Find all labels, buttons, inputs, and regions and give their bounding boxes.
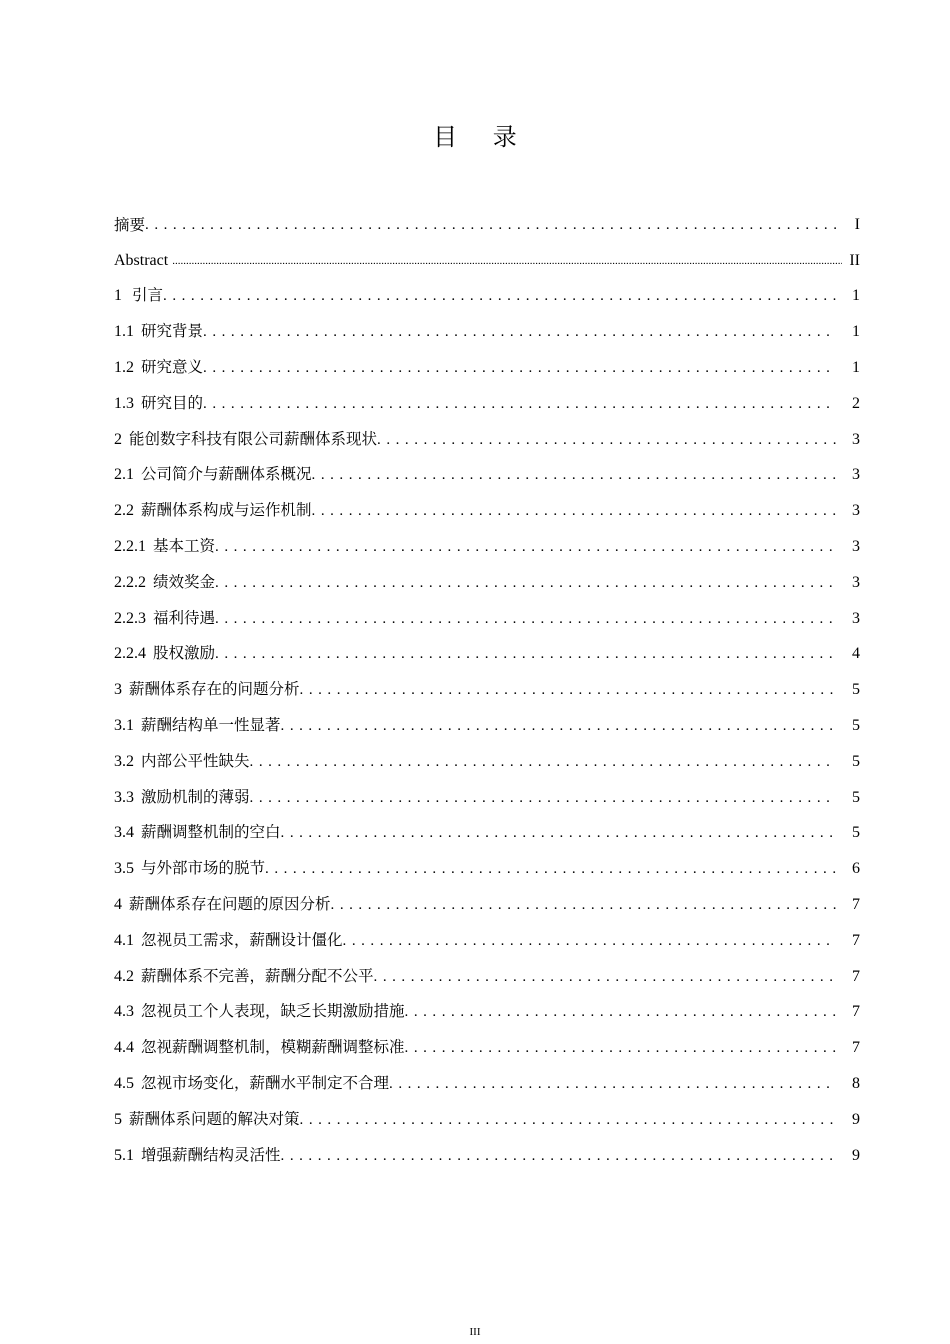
toc-dot-leader: [250, 780, 836, 816]
toc-dot-leader: [145, 207, 842, 243]
toc-dot-leader: [250, 744, 836, 780]
toc-page-number: 9: [852, 1110, 860, 1128]
toc-dot-leader: [163, 278, 836, 314]
toc-entry-label: 2.2.2 绩效奖金: [114, 572, 216, 591]
toc-dot-leader: [389, 1066, 836, 1102]
toc-entry[interactable]: [114, 744, 860, 780]
toc-entry[interactable]: [114, 995, 860, 1031]
toc-entry-label: 1 引言: [114, 286, 164, 305]
toc-page-number: 3: [852, 466, 860, 484]
toc-dot-leader: [215, 601, 836, 637]
page-title: 目 录: [433, 123, 531, 151]
toc-entry-number: 4.1: [114, 931, 134, 949]
toc-dot-leader: [312, 493, 836, 529]
toc-entry-label: 2.2.3 福利待遇: [114, 608, 216, 627]
toc-entry-label: 4.5 忽视市场变化，薪酬水平制定不合理: [114, 1073, 390, 1092]
toc-page-number: 5: [852, 752, 860, 770]
toc-page-number: 3: [852, 573, 860, 591]
toc-entry[interactable]: [114, 780, 860, 816]
toc-entry[interactable]: [114, 1102, 860, 1138]
toc-dot-leader: [172, 243, 842, 279]
toc-entry[interactable]: [114, 279, 860, 315]
toc-entry[interactable]: [114, 1138, 860, 1174]
toc-entry-number: 1.3: [114, 394, 134, 412]
toc-entry-number: 4: [114, 895, 122, 913]
toc-entry-label: 4 薪酬体系存在问题的原因分析: [114, 894, 331, 913]
toc-entry[interactable]: [114, 637, 860, 673]
toc-dot-leader: [300, 672, 836, 708]
footer-page-number: III: [469, 1326, 481, 1338]
toc-entry[interactable]: [114, 350, 860, 386]
toc-entry[interactable]: [114, 708, 860, 744]
toc-entry-label: 3.4 薪酬调整机制的空白: [114, 823, 281, 842]
toc-dot-leader: [312, 457, 836, 493]
toc-entry-label: 5.1 增强薪酬结构灵活性: [114, 1145, 281, 1164]
toc-dot-leader: [343, 923, 836, 959]
toc-page-number: 5: [852, 788, 860, 806]
toc-dot-leader: [203, 314, 836, 350]
toc-entry-number: 4.2: [114, 967, 134, 985]
toc-entry-label: Abstract: [114, 251, 173, 269]
toc-entry-label: 4.3 忽视员工个人表现，缺乏长期激励措施: [114, 1002, 405, 1021]
toc-entry-label: 3.2 内部公平性缺失: [114, 751, 250, 770]
toc-dot-leader: [281, 1138, 836, 1174]
toc-page-number: 7: [852, 895, 860, 913]
toc-page-number: 3: [852, 537, 860, 555]
toc-entry-number: 4.4: [114, 1039, 134, 1057]
toc-entry-number: 3.3: [114, 788, 134, 806]
toc-entry-number: 5: [114, 1110, 122, 1128]
toc-entry[interactable]: [114, 422, 860, 458]
toc-entry[interactable]: [114, 851, 860, 887]
toc-entry[interactable]: [114, 1066, 860, 1102]
toc-page-number: 7: [852, 1039, 860, 1057]
toc-entry-label: 2.1 公司简介与薪酬体系概况: [114, 465, 312, 484]
toc-page-number: 7: [852, 1003, 860, 1021]
toc-entry-number: 3.1: [114, 716, 134, 734]
toc-entry[interactable]: [114, 458, 860, 494]
toc-entry-number: 2.1: [114, 466, 134, 484]
toc-page-number: 9: [852, 1146, 860, 1164]
toc-entry-label: 3.3 激励机制的薄弱: [114, 787, 250, 806]
toc-page-number: 1: [852, 323, 860, 341]
toc-dot-leader: [405, 1030, 836, 1066]
toc-page-number: 2: [852, 394, 860, 412]
toc-entry-label: 2.2 薪酬体系构成与运作机制: [114, 501, 312, 520]
toc-entry[interactable]: [114, 314, 860, 350]
toc-entry[interactable]: [114, 816, 860, 852]
toc-entry-number: 1.1: [114, 323, 134, 341]
toc-entry[interactable]: [114, 887, 860, 923]
toc-entry-label: 4.4 忽视薪酬调整机制，模糊薪酬调整标准: [114, 1038, 405, 1057]
toc-entry[interactable]: [114, 386, 860, 422]
toc-dot-leader: [215, 529, 836, 565]
toc-entry-number: 2: [114, 430, 122, 448]
toc-entry-number: 3: [114, 681, 122, 699]
table-of-contents: [114, 207, 860, 1174]
toc-entry[interactable]: [114, 959, 860, 995]
toc-dot-leader: [405, 994, 836, 1030]
toc-entry-label: 摘要: [114, 215, 146, 234]
toc-page-number: 1: [852, 287, 860, 305]
toc-dot-leader: [377, 422, 836, 458]
toc-page-number: I: [854, 215, 860, 233]
toc-page-number: 5: [852, 681, 860, 699]
toc-page-number: II: [849, 251, 860, 269]
toc-entry-number: 4.5: [114, 1074, 134, 1092]
toc-dot-leader: [300, 1102, 836, 1138]
toc-entry-abstract-cn[interactable]: [114, 207, 860, 243]
toc-dot-leader: [265, 851, 836, 887]
toc-entry-label: 3.1 薪酬结构单一性显著: [114, 715, 281, 734]
toc-entry-number: 5.1: [114, 1146, 134, 1164]
toc-dot-leader: [281, 708, 836, 744]
toc-page-number: 4: [852, 645, 860, 663]
toc-page-number: 3: [852, 609, 860, 627]
toc-dot-leader: [203, 350, 836, 386]
toc-entry-label: 5 薪酬体系问题的解决对策: [114, 1109, 300, 1128]
toc-dot-leader: [215, 565, 836, 601]
toc-entry-label: 1.3 研究目的: [114, 393, 204, 412]
toc-entry-label: 1.2 研究意义: [114, 357, 204, 376]
toc-entry-number: 1.2: [114, 358, 134, 376]
toc-entry[interactable]: [114, 493, 860, 529]
toc-entry-label: 2.2.1 基本工资: [114, 536, 216, 555]
toc-entry-number: 2.2.3: [114, 609, 146, 627]
toc-page-number: 5: [852, 716, 860, 734]
toc-entry-number: 4.3: [114, 1003, 134, 1021]
toc-entry[interactable]: [114, 529, 860, 565]
toc-entry[interactable]: [114, 923, 860, 959]
toc-entry-number: 2.2.2: [114, 573, 146, 591]
toc-entry[interactable]: [114, 1030, 860, 1066]
toc-entry-label: 4.1 忽视员工需求，薪酬设计僵化: [114, 930, 343, 949]
toc-dot-leader: [331, 887, 836, 923]
toc-entry[interactable]: [114, 601, 860, 637]
toc-entry-label: 2.2.4 股权激励: [114, 644, 216, 663]
toc-page-number: 7: [852, 931, 860, 949]
toc-entry-label: 3 薪酬体系存在的问题分析: [114, 680, 300, 699]
toc-page-number: 5: [852, 824, 860, 842]
toc-page-number: 3: [852, 430, 860, 448]
toc-entry-number: 2.2.4: [114, 645, 146, 663]
toc-entry-number: 3.2: [114, 752, 134, 770]
toc-entry[interactable]: [114, 672, 860, 708]
toc-page-number: 1: [852, 358, 860, 376]
toc-page-number: 3: [852, 502, 860, 520]
toc-entry-label: 2 能创数字科技有限公司薪酬体系现状: [114, 429, 378, 448]
toc-entry-number: 2.2: [114, 502, 134, 520]
toc-entry-label: 4.2 薪酬体系不完善，薪酬分配不公平: [114, 966, 374, 985]
toc-entry-label: 1.1 研究背景: [114, 322, 204, 341]
toc-page-number: 6: [852, 860, 860, 878]
toc-dot-leader: [203, 386, 836, 422]
toc-page-number: 8: [852, 1074, 860, 1092]
toc-entry[interactable]: [114, 565, 860, 601]
toc-entry-label: 3.5 与外部市场的脱节: [114, 859, 266, 878]
toc-entry-number: 3.5: [114, 860, 134, 878]
toc-entry-number: 1: [114, 287, 122, 305]
toc-entry-number: 2.2.1: [114, 537, 146, 555]
toc-page-number: 7: [852, 967, 860, 985]
toc-entry-abstract-en[interactable]: [114, 243, 860, 279]
toc-dot-leader: [281, 815, 836, 851]
toc-dot-leader: [374, 959, 836, 995]
toc-entry-number: 3.4: [114, 824, 134, 842]
toc-dot-leader: [215, 636, 836, 672]
